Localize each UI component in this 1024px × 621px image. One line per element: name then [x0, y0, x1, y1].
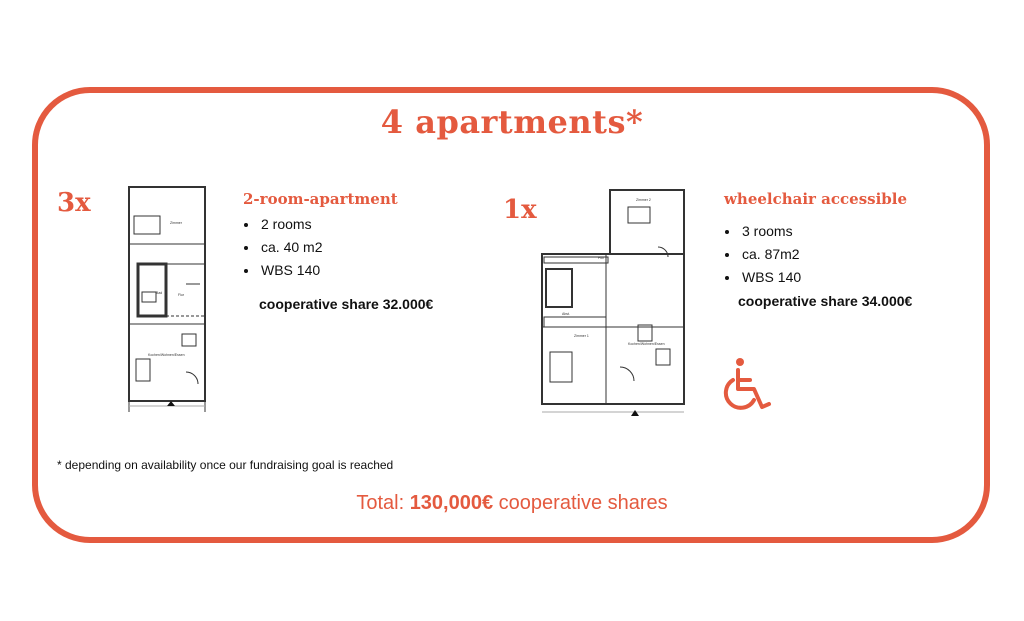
footnote: * depending on availability once our fundraising goal is reached: [57, 458, 394, 472]
cooperative-share-2: cooperative share 34.000€: [738, 293, 913, 309]
total-shares: [0, 492, 1024, 515]
svg-text:Kochen/Wohnen/Essen: Kochen/Wohnen/Essen: [628, 342, 665, 346]
total-amount: 130,000€: [409, 492, 494, 514]
feature-list-1: [243, 213, 322, 282]
svg-text:Zimmer 2: Zimmer 2: [636, 198, 651, 202]
feature-item: • WBS 140: [259, 259, 322, 282]
apartment-title-1: 2-room-apartment: [243, 190, 398, 208]
svg-text:Zimmer 1: Zimmer 1: [574, 334, 589, 338]
apartment-count-1: 3x: [57, 188, 91, 218]
feature-item: • WBS 140: [740, 266, 801, 289]
floor-plan-image-2: [538, 187, 688, 422]
apartment-count-2: 1x: [503, 195, 537, 225]
cooperative-share-1: cooperative share 32.000€: [259, 296, 434, 312]
svg-text:Zimmer: Zimmer: [170, 221, 182, 225]
page-title: 4 apartments*: [380, 103, 644, 141]
svg-text:Flur: Flur: [598, 256, 605, 260]
floor-plan-image-1: [126, 184, 208, 414]
svg-text:Abst.: Abst.: [562, 312, 570, 316]
total-suffix: cooperative shares: [493, 492, 668, 514]
wheelchair-icon: [722, 356, 776, 419]
feature-item: • ca. 87m2: [740, 243, 801, 266]
svg-text:Kochen/Wohnen/Essen: Kochen/Wohnen/Essen: [148, 353, 185, 357]
apartment-title-2: wheelchair accessible: [724, 190, 908, 208]
svg-text:Bad: Bad: [156, 291, 163, 295]
svg-text:Flur: Flur: [178, 293, 185, 297]
feature-item: • ca. 40 m2: [259, 236, 322, 259]
feature-item: • 3 rooms: [740, 220, 801, 243]
feature-list-2: [724, 220, 801, 289]
total-prefix: Total:: [356, 492, 410, 514]
feature-item: • 2 rooms: [259, 213, 322, 236]
